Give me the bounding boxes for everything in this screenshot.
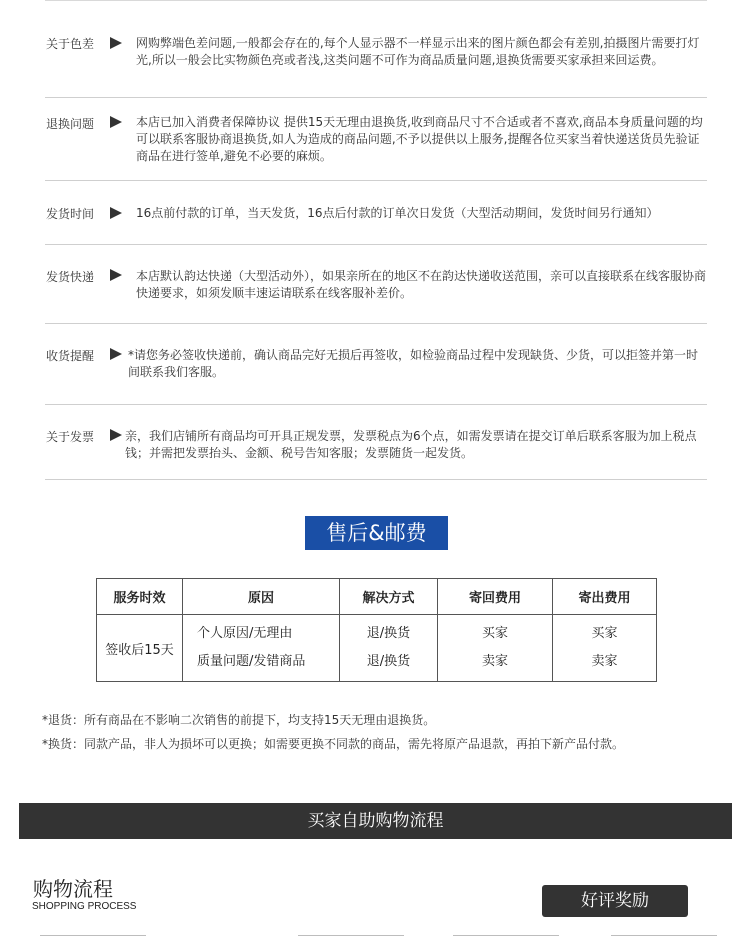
policy-label: 关于发票	[46, 430, 95, 444]
policy-label: 收货提醒	[46, 349, 95, 363]
solution-text: 退/换货	[366, 654, 411, 669]
arrow-right-icon	[110, 207, 122, 219]
reason-text: 个人原因/无理由	[197, 626, 293, 641]
policy-text: 本店已加入消费者保障协议 提供15天无理由退换货,收到商品尺寸不合适或者不喜欢,商品本身质量问题的均可以联系客服协商退换货,如人为造成的商品问题,不予以提供以上服务,提醒各位买家当着快递送货员先验证商品在进行签单,避免不必要的麻烦。	[136, 115, 703, 163]
review-reward-button[interactable]: 好评奖励	[542, 885, 688, 917]
reason-cell	[183, 615, 340, 682]
section-title-after-sales: 售后&邮费	[305, 516, 448, 550]
arrow-right-icon	[110, 37, 122, 49]
shopping-process-bar: 买家自助购物流程	[19, 803, 732, 839]
process-title: 购物流程	[33, 877, 113, 901]
return-fee-text: 卖家	[481, 654, 508, 669]
divider	[45, 323, 707, 324]
bottom-divider	[611, 935, 717, 936]
divider	[45, 180, 707, 181]
solution-text: 退/换货	[366, 626, 411, 641]
return-fee-cell	[438, 615, 553, 682]
table-header: 服务时效	[97, 579, 183, 615]
top-divider	[45, 0, 707, 1]
send-fee-text: 买家	[591, 626, 618, 641]
divider	[45, 97, 707, 98]
note-returns: *退货：所有商品在不影响二次销售的前提下，均支持15天无理由退换货。	[42, 713, 436, 727]
policy-text: 16点前付款的订单，当天发货，16点后付款的订单次日发货（大型活动期间，发货时间另行通知）	[136, 206, 659, 220]
send-fee-cell	[553, 615, 657, 682]
return-fee-text: 买家	[481, 626, 508, 641]
table-header: 解决方式	[340, 579, 438, 615]
divider	[45, 404, 707, 405]
arrow-right-icon	[110, 429, 122, 441]
policy-text: 网购弊端色差问题,一般都会存在的,每个人显示器不一样显示出来的图片颜色都会有差别,拍摄图片需要打灯光,所以一般会比实物颜色亮或者浅,这类问题不可作为商品质量问题,退换货需要买家承担来回运费。	[136, 36, 700, 67]
send-fee-text: 卖家	[591, 654, 618, 669]
bottom-divider	[453, 935, 559, 936]
policy-label: 退换问题	[46, 117, 95, 131]
fee-table	[96, 578, 657, 682]
solution-cell	[340, 615, 438, 682]
table-row	[97, 615, 657, 682]
arrow-right-icon	[110, 348, 122, 360]
policy-label: 发货快递	[46, 270, 95, 284]
policy-text: 亲，我们店铺所有商品均可开具正规发票，发票税点为6个点，如需发票请在提交订单后联系客服为加上税点钱；并需把发票抬头、金额、税号告知客服；发票随货一起发货。	[125, 429, 697, 460]
reason-text: 质量问题/发错商品	[197, 654, 306, 669]
note-exchange: *换货：同款产品，非人为损坏可以更换；如需要更换不同款的商品，需先将原产品退款，再拍下新产品付款。	[42, 737, 625, 751]
table-header: 寄回费用	[438, 579, 553, 615]
table-header: 原因	[183, 579, 340, 615]
bottom-divider	[298, 935, 404, 936]
table-header-row	[97, 579, 657, 615]
policy-label: 关于色差	[46, 37, 95, 51]
policy-text: *请您务必签收快递前，确认商品完好无损后再签收，如检验商品过程中发现缺货、少货，可以拒签并第一时间联系我们客服。	[128, 348, 699, 379]
divider	[45, 479, 707, 480]
divider	[45, 244, 707, 245]
arrow-right-icon	[110, 269, 122, 281]
process-subtitle: SHOPPING PROCESS	[32, 901, 137, 912]
service-period-cell: 签收后15天	[97, 615, 183, 682]
policy-text: 本店默认韵达快递（大型活动外），如果亲所在的地区不在韵达快递收送范围，亲可以直接联系在线客服协商快递要求，如须发顺丰速运请联系在线客服补差价。	[136, 269, 707, 300]
table-header: 寄出费用	[553, 579, 657, 615]
arrow-right-icon	[110, 116, 122, 128]
bottom-divider	[40, 935, 146, 936]
policy-label: 发货时间	[46, 207, 95, 221]
